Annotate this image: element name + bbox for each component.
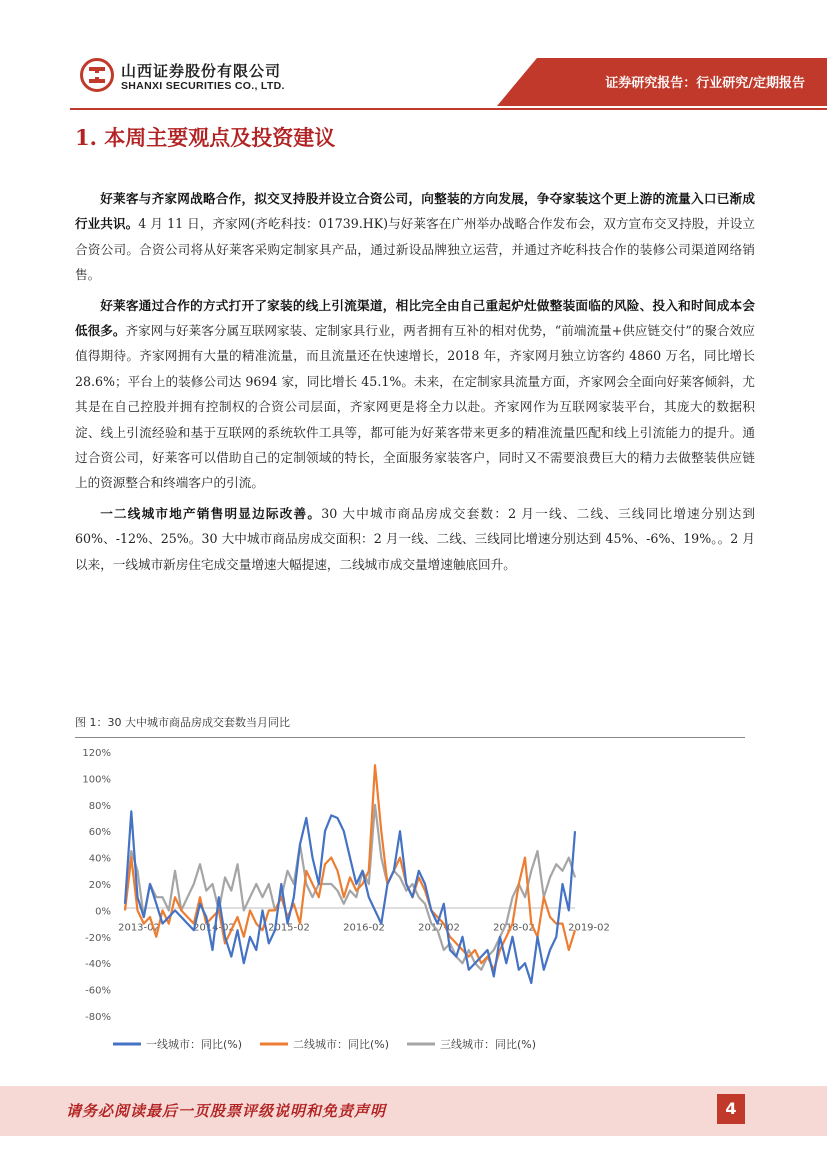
legend-label: 三线城市：同比(%) xyxy=(440,1038,537,1051)
page-number: 4 xyxy=(717,1094,745,1124)
y-tick-label: 120% xyxy=(82,748,111,759)
x-tick-label: 2017-02 xyxy=(418,922,460,934)
y-tick-label: 40% xyxy=(88,853,111,865)
company-name-cn: 山西证券股份有限公司 xyxy=(121,62,282,80)
footer-disclaimer: 请务必阅读最后一页股票评级说明和免责声明 xyxy=(66,1102,387,1120)
series-line-1 xyxy=(125,765,575,970)
paragraph-lead: 一二线城市地产销售明显边际改善。 xyxy=(100,505,322,521)
x-tick-label: 2013-02 xyxy=(118,922,160,934)
y-tick-label: 80% xyxy=(88,800,111,812)
paragraph-lead: 好莱客与齐家网战略合作，拟交叉持股并设立合资公司，向整装的方向发展，争夺家装这个更上游的流量入口已渐成行业共识。 xyxy=(75,191,755,232)
x-tick-label: 2015-02 xyxy=(268,922,310,934)
legend-label: 一线城市：同比(%) xyxy=(146,1038,243,1051)
y-tick-label: 0% xyxy=(95,906,111,918)
x-tick-label: 2018-02 xyxy=(493,922,535,934)
figure-caption: 图 1：30 大中城市商品房成交套数当月同比 xyxy=(75,716,290,729)
y-tick-label: -80% xyxy=(85,1012,111,1023)
paragraph xyxy=(75,501,755,577)
company-logo-icon xyxy=(80,58,114,92)
legend-label: 二线城市：同比(%) xyxy=(293,1038,390,1051)
y-tick-label: -40% xyxy=(85,959,111,971)
report-type-label: 证券研究报告：行业研究/定期报告 xyxy=(605,76,805,91)
paragraph xyxy=(75,186,755,288)
paragraph xyxy=(75,293,755,496)
header-divider xyxy=(70,108,827,110)
y-tick-label: 20% xyxy=(88,880,111,891)
paragraph-lead: 好莱客通过合作的方式打开了家装的线上引流渠道，相比完全由自己重起炉灶做整装面临的风险、投入和时间成本会低很多。 xyxy=(75,297,755,339)
yoy-line-chart xyxy=(75,738,610,1063)
x-tick-label: 2019-02 xyxy=(568,922,610,934)
paragraph-body: 4 月 11 日，齐家网(齐屹科技：01739.HK)与好莱客在广州举办战略合作发布会，双方宣布交叉持股，并设立合资公司。合资公司将从好莱客采购定制家具产品，通过新设品牌独立运营，并通过齐屹科技合作的装修公司渠道网络销售。 xyxy=(75,216,755,283)
x-tick-label: 2016-02 xyxy=(343,922,385,934)
y-tick-label: 60% xyxy=(88,827,111,839)
paragraph-body: 齐家网与好莱客分属互联网家装、定制家具行业，两者拥有互补的相对优势，“前端流量+供应链交付”的聚合效应值得期待。齐家网拥有大量的精准流量，而且流量还在快速增长，2018 年，齐家网月独立访客约 4860 万名，同比增长 28.6%；平台上的装修公司达 9694 家，同比增长 45.1%。未来，在定制家具流量方面，齐家网会全面向好莱客倾斜，尤其是在自己控股并拥有控制权的合资公司层面，齐家网更是将全力以赴。齐家网作为互联网家装平台，其庞大的数据积淀、线上引流经验和基于互联网的系统软件工具等，都可能为好莱客带来更多的精准流量匹配和线上引流能力的提升。通过合资公司，好莱客可以借助自己的定制领域的特长，全面服务家装客户，同时又不需要浪费巨大的精力去做整装供应链上的资源整合和终端客户的引流。 xyxy=(75,323,755,491)
series-line-2 xyxy=(125,805,575,970)
company-name-en: SHANXI SECURITIES CO., LTD. xyxy=(121,80,285,92)
y-tick-label: -60% xyxy=(85,985,111,997)
y-tick-label: 100% xyxy=(82,774,111,786)
main-content xyxy=(75,186,755,582)
section-title: 1. 本周主要观点及投资建议 xyxy=(75,125,336,150)
series-line-0 xyxy=(125,811,575,983)
paragraph-body: 30 大中城市商品房成交套数：2 月一线、二线、三线同比增速分别达到 60%、-12%、25%。30 大中城市商品房成交面积：2 月一线、二线、三线同比增速分别达到 45%、-6%、19%。。2 月以来，一线城市新房住宅成交量增速大幅提速，二线城市成交量增速触底回升。 xyxy=(75,505,756,572)
y-tick-label: -20% xyxy=(85,932,111,944)
x-tick-label: 2014-02 xyxy=(193,922,235,934)
page-header xyxy=(0,0,827,110)
